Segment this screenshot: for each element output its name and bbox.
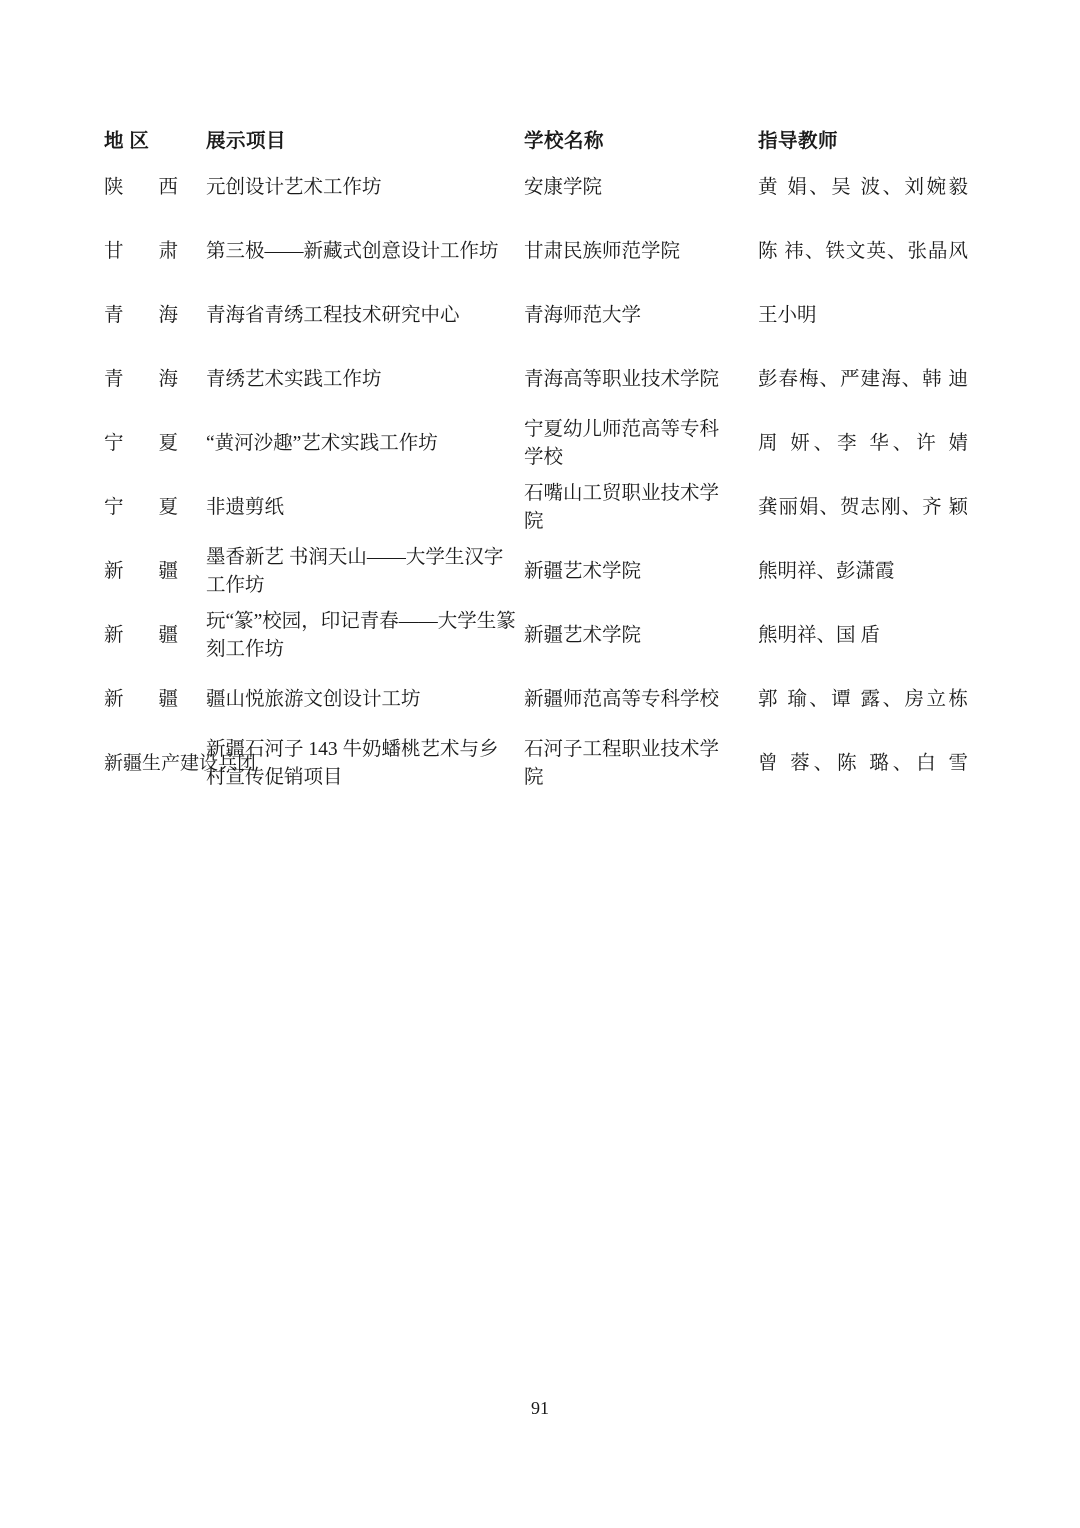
cell-project: 青海省青绣工程技术研究中心 (206, 305, 460, 327)
teacher-text: 龚丽娟、贺志刚、齐 颖 (758, 497, 968, 519)
cell-teacher (744, 412, 972, 476)
table-row (100, 476, 972, 540)
teacher-text: 郭 瑜、谭 露、房立栋 (758, 689, 968, 711)
cell-project: “黄河沙趣”艺术实践工作坊 (206, 433, 438, 455)
teacher-text: 周 妍、李 华、许 婧 (758, 433, 968, 455)
cell-teacher (744, 220, 972, 284)
region-text: 宁夏 (104, 497, 178, 519)
cell-teacher (744, 476, 972, 540)
cell-school: 新疆师范高等专科学校 (524, 689, 720, 711)
table-row (100, 156, 972, 220)
table-header-row (100, 128, 972, 156)
cell-school: 石河子工程职业技术学院 (524, 739, 720, 789)
cell-teacher: 熊明祥、国 盾 (758, 625, 880, 647)
cell-project: 疆山悦旅游文创设计工坊 (206, 689, 421, 711)
teacher-text: 黄 娟、吴 波、刘婉毅 (758, 177, 968, 199)
region-text: 宁夏 (104, 433, 178, 455)
cell-region (100, 412, 204, 476)
cell-project: 新疆石河子 143 牛奶蟠桃艺术与乡村宣传促销项目 (206, 739, 499, 789)
cell-project: 青绣艺术实践工作坊 (206, 369, 382, 391)
cell-region (100, 668, 204, 732)
region-text: 青海 (104, 369, 178, 391)
cell-school: 甘肃民族师范学院 (524, 241, 681, 263)
cell-school: 宁夏幼儿师范高等专科学校 (524, 419, 720, 469)
column-header-school: 学校名称 (524, 131, 605, 152)
cell-school: 青海师范大学 (524, 305, 642, 327)
cell-school: 石嘴山工贸职业技术学院 (524, 483, 720, 533)
cell-school: 新疆艺术学院 (524, 625, 642, 647)
cell-region (100, 540, 204, 604)
region-text: 甘肃 (104, 241, 178, 263)
cell-project: 玩“篆”校园，印记青春——大学生篆刻工作坊 (206, 611, 516, 661)
cell-region: 新疆生产建设兵团 (104, 753, 257, 775)
exhibition-projects-table (100, 128, 972, 796)
table-row (100, 604, 972, 668)
teacher-text: 陈 祎、铁文英、张晶风 (758, 241, 968, 263)
page-number: 91 (531, 1398, 549, 1418)
cell-teacher: 王小明 (758, 305, 817, 327)
cell-teacher (744, 348, 972, 412)
teacher-text: 曾 蓉、陈 璐、白 雪 (758, 753, 968, 775)
cell-project: 墨香新艺 书润天山——大学生汉字工作坊 (206, 547, 504, 597)
cell-region (100, 604, 204, 668)
region-text: 新疆 (104, 561, 178, 583)
column-header-project: 展示项目 (206, 131, 287, 152)
table-row (100, 540, 972, 604)
region-text: 新疆 (104, 689, 178, 711)
cell-project: 第三极——新藏式创意设计工作坊 (206, 241, 499, 263)
table-row (100, 412, 972, 476)
column-header-region: 地 区 (104, 131, 150, 152)
teacher-text: 彭春梅、严建海、韩 迪 (758, 369, 968, 391)
cell-teacher (744, 156, 972, 220)
cell-teacher (744, 732, 972, 796)
cell-project: 元创设计艺术工作坊 (206, 177, 382, 199)
region-text: 新疆 (104, 625, 178, 647)
region-text: 青海 (104, 305, 178, 327)
table-header (100, 128, 972, 156)
table-body (100, 156, 972, 796)
cell-teacher (744, 668, 972, 732)
cell-teacher: 熊明祥、彭潇霞 (758, 561, 895, 583)
cell-school: 青海高等职业技术学院 (524, 369, 720, 391)
table-row (100, 220, 972, 284)
cell-project: 非遗剪纸 (206, 497, 285, 519)
table-row (100, 732, 972, 796)
table-row (100, 668, 972, 732)
region-text: 陕西 (104, 177, 178, 199)
cell-region (100, 476, 204, 540)
table-row (100, 348, 972, 412)
cell-region (100, 156, 204, 220)
table-row (100, 284, 972, 348)
cell-school: 安康学院 (524, 177, 603, 199)
cell-region (100, 220, 204, 284)
cell-school: 新疆艺术学院 (524, 561, 642, 583)
column-header-teacher: 指导教师 (758, 131, 839, 152)
cell-region (100, 284, 204, 348)
cell-region (100, 348, 204, 412)
